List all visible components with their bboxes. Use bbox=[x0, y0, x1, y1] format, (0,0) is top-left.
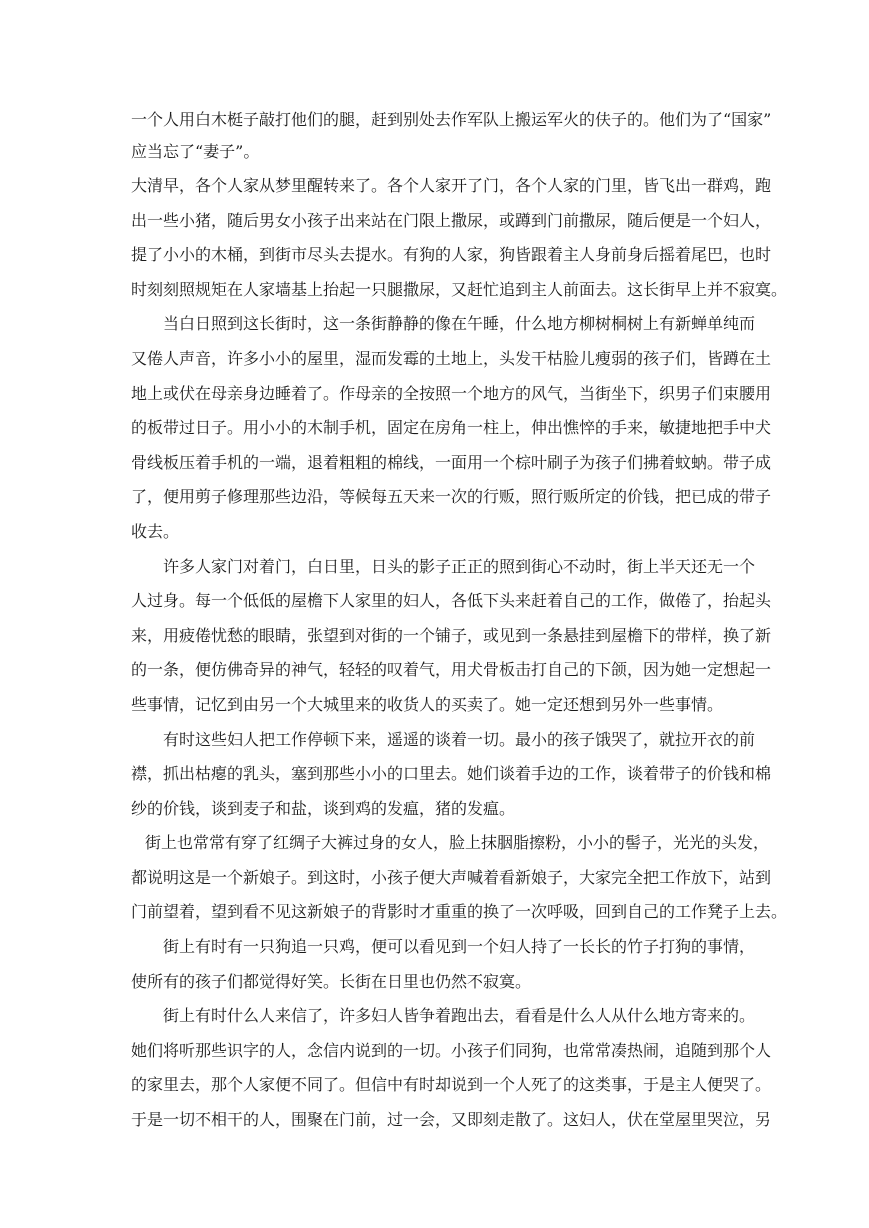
paragraph bbox=[131, 169, 788, 307]
paragraph bbox=[131, 550, 772, 723]
text-line: 于是一切不相干的人，围聚在门前，过一会，又即刻走散了。这妇人，伏在堂屋里哭泣，另 bbox=[131, 1110, 772, 1130]
text-line: 了，便用剪子修理那些边沿，等候每五天来一次的行贩，照行贩所定的价钱，把已成的带子 bbox=[131, 487, 772, 507]
text-line: 街上有时什么人来信了，许多妇人皆争着跑出去，看看是什么人从什么地方寄来的。 bbox=[163, 1006, 756, 1026]
text-line: 纱的价钱，谈到麦子和盐，谈到鸡的发瘟，猪的发瘟。 bbox=[131, 798, 516, 818]
text-line: 又倦人声音，许多小小的屋里，湿而发霉的土地上，头发干枯脸儿瘦弱的孩子们，皆蹲在土 bbox=[131, 348, 772, 368]
text-line: 的板带过日子。用小小的木制手机，固定在房角一柱上，伸出憔悴的手来，敏捷地把手中犬 bbox=[131, 418, 772, 438]
text-line: 的一条，便仿佛奇异的神气，轻轻的叹着气，用犬骨板击打自己的下颌，因为她一定想起一 bbox=[131, 660, 772, 680]
text-line: 使所有的孩子们都觉得好笑。长街在日里也仍然不寂寞。 bbox=[131, 971, 532, 991]
text-line: 来，用疲倦忧愁的眼睛，张望到对街的一个铺子，或见到一条悬挂到屋檐下的带样，换了新 bbox=[131, 625, 772, 645]
text-line: 门前望着，望到看不见这新娘子的背影时才重重的换了一次呼吸，回到自己的工作凳子上去。 bbox=[131, 902, 788, 922]
text-line: 有时这些妇人把工作停顿下来，遥遥的谈着一切。最小的孩子饿哭了，就拉开衣的前 bbox=[163, 729, 756, 749]
text-line: 些事情，记忆到由另一个大城里来的收货人的买卖了。她一定还想到另外一些事情。 bbox=[131, 694, 724, 714]
text-line: 的家里去，那个人家便不同了。但信中有时却说到一个人死了的这类事，于是主人便哭了。 bbox=[131, 1075, 772, 1095]
text-line: 大清早，各个人家从梦里醒转来了。各个人家开了门，各个人家的门里，皆飞出一群鸡，跑 bbox=[131, 176, 772, 195]
text-line: 人过身。每一个低低的屋檐下人家里的妇人，各低下头来赶着自己的工作，做倦了，抬起头 bbox=[131, 591, 772, 611]
text-line: 当白日照到这长街时，这一条街静静的像在午睡，什么地方柳树桐树上有新蝉单纯而 bbox=[163, 314, 756, 334]
paragraph bbox=[131, 930, 756, 999]
text-line: 提了小小的木桶，到街市尽头去提水。有狗的人家，狗皆跟着主人身前身后摇着尾巴，也时 bbox=[131, 245, 772, 265]
article-body bbox=[131, 104, 788, 1138]
paragraph bbox=[131, 826, 788, 930]
paragraph bbox=[131, 999, 772, 1137]
paragraph bbox=[131, 723, 772, 827]
text-line: 应当忘了“妻子”。 bbox=[131, 141, 260, 161]
text-line: 街上有时有一只狗追一只鸡，便可以看见到一个妇人持了一长长的竹子打狗的事情， bbox=[163, 937, 756, 957]
text-line: 街上也常常有穿了红绸子大裤过身的女人，脸上抹胭脂擦粉，小小的髻子，光光的头发， bbox=[145, 833, 770, 853]
text-line: 时刻刻照规矩在人家墙基上抬起一只腿撒尿，又赶忙追到主人前面去。这长街早上并不寂寞。 bbox=[131, 279, 788, 299]
paragraph bbox=[131, 307, 772, 549]
text-line: 襟，抓出枯瘪的乳头，塞到那些小小的口里去。她们谈着手边的工作，谈着带子的价钱和棉 bbox=[131, 764, 772, 784]
text-line: 许多人家门对着门，白日里，日头的影子正正的照到街心不动时，街上半天还无一个 bbox=[163, 556, 756, 576]
paragraph bbox=[131, 104, 772, 167]
text-line: 出一些小猪，随后男女小孩子出来站在门限上撒尿，或蹲到门前撒尿，随后便是一个妇人， bbox=[131, 210, 772, 230]
text-line: 一个人用白木梃子敲打他们的腿，赶到别处去作军队上搬运军火的伕子的。他们为了“国家” bbox=[131, 110, 772, 129]
text-line: 收去。 bbox=[131, 521, 180, 541]
text-line: 地上或伏在母亲身边睡着了。作母亲的全按照一个地方的风气，当街坐下，织男子们束腰用 bbox=[131, 383, 772, 403]
text-line: 都说明这是一个新娘子。到这时，小孩子便大声喊着看新娘子，大家完全把工作放下，站到 bbox=[131, 867, 772, 887]
text-line: 骨线板压着手机的一端，退着粗粗的棉线，一面用一个棕叶刷子为孩子们拂着蚊蚋。带子成 bbox=[131, 452, 772, 472]
text-line: 她们将听那些识字的人，念信内说到的一切。小孩子们同狗，也常常凑热闹，追随到那个人 bbox=[131, 1040, 772, 1060]
